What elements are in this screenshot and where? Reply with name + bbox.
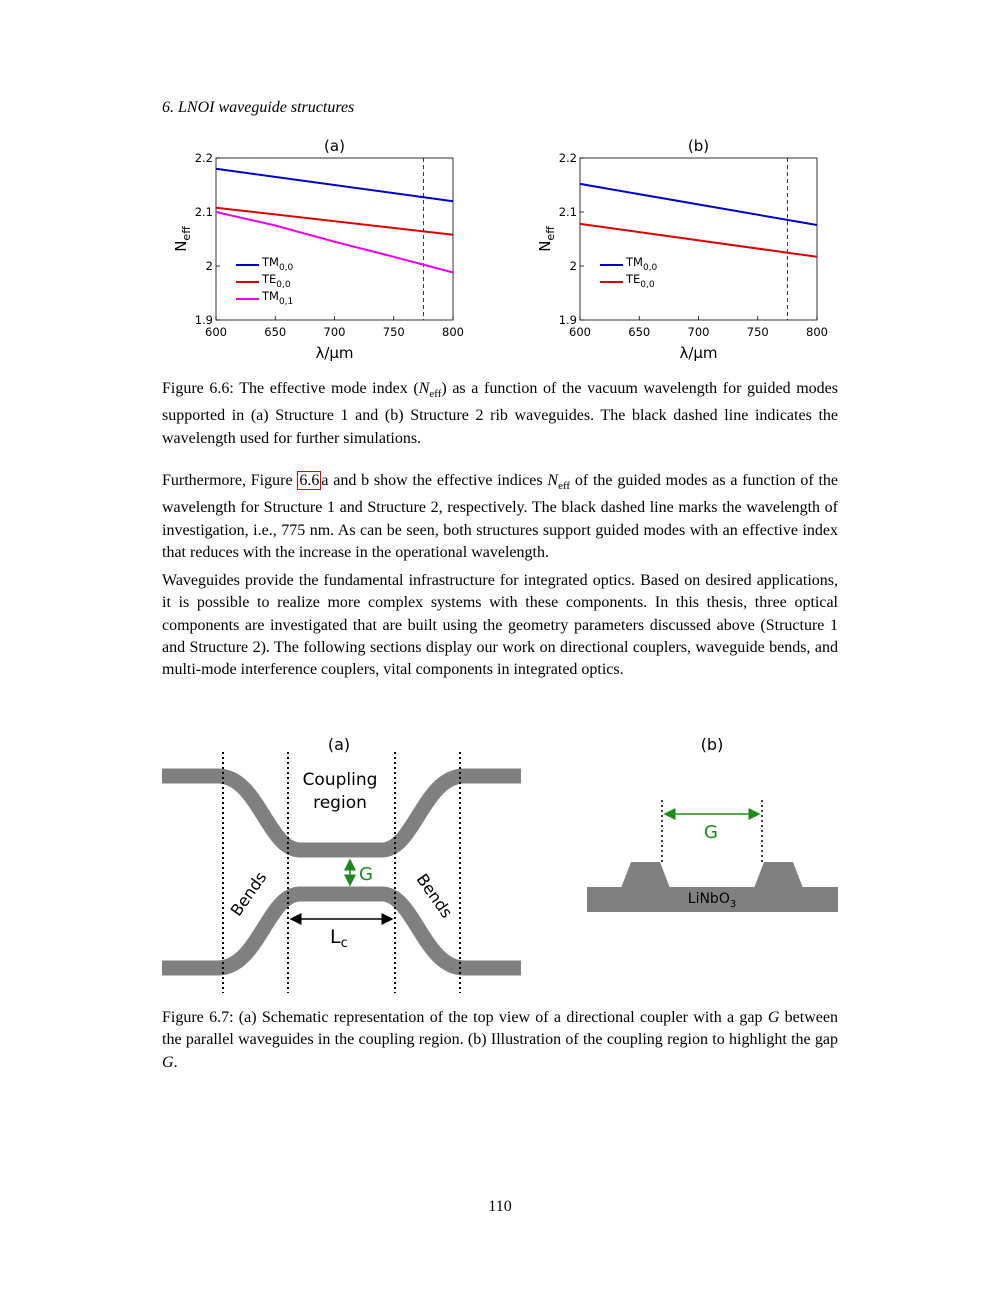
- legend-label-1: $TE_{0,0}$: [626, 272, 655, 290]
- running-header: 6. LNOI waveguide structures: [162, 99, 355, 116]
- y-tick-label: 2.1: [194, 205, 213, 219]
- x-tick-label: 600: [569, 325, 591, 339]
- y-tick-label: 2.1: [558, 205, 577, 219]
- bends-label-right: Bends: [412, 870, 457, 922]
- figure-6-7-caption: Figure 6.7: (a) Schematic representation of the top view of a directional coupler with a gap G between the parallel waveguides in the coupling region. (b) Illustration of the coupling region to highlight the gap G.: [162, 1009, 838, 1071]
- x-tick-label: 800: [442, 325, 464, 339]
- x-tick-label: 650: [264, 325, 287, 339]
- y-tick-label: 1.9: [558, 313, 577, 327]
- x-tick-label: 600: [205, 325, 227, 339]
- legend-label-1: $TE_{0,0}$: [262, 272, 291, 290]
- x-tick-label: 800: [806, 325, 828, 339]
- figure-reference-link[interactable]: 6.6: [299, 472, 320, 489]
- x-axis-label: λ/µm: [315, 344, 354, 362]
- paragraph-1: Furthermore, Figure 6.6 a and b show the effective indices $N_{eff}$ of the guided modes as a function of the wavelength for Structure 1 and Structure 2, respectively. The black dashed line marks the wavelength of investigation, i.e., 775 nm. As can be seen, both structures support guided modes with an effective index that reduces with the increase in the operational wavelength.: [162, 472, 839, 562]
- bends-label-left: Bends: [226, 868, 271, 920]
- coupling-length-label: $L_c$: [330, 926, 348, 951]
- y-tick-label: 2: [205, 259, 213, 273]
- x-tick-label: 750: [746, 325, 769, 339]
- y-tick-label: 2: [569, 259, 577, 273]
- gap-label: G: [359, 864, 373, 885]
- y-tick-label: 1.9: [194, 313, 213, 327]
- figure-6-6-caption: Figure 6.6: The effective mode index $(N_{eff})$ as a function of the vacuum wavelength for guided modes supported in (a) Structure 1 and (b) Structure 2 rib waveguides. The black dashed line indicates the wavelength used for further simulations.: [162, 380, 839, 447]
- page-number: 110: [488, 1198, 512, 1215]
- coupling-region-label-2: region: [313, 793, 367, 813]
- x-axis-label: λ/µm: [679, 344, 718, 362]
- gap-label-b: G: [704, 822, 718, 843]
- x-tick-label: 650: [628, 325, 651, 339]
- rib-waveguide-left: [621, 862, 670, 888]
- coupling-region-label: Coupling: [302, 770, 378, 790]
- substrate-label: LiNbO$_3$: [687, 891, 737, 910]
- rib-waveguide-right: [754, 862, 803, 888]
- y-tick-label: 2.2: [558, 151, 577, 165]
- chart-title: (a): [324, 137, 345, 155]
- y-axis-label: $N_{eff}$: [172, 226, 193, 252]
- x-tick-label: 700: [687, 325, 710, 339]
- x-tick-label: 750: [382, 325, 405, 339]
- figure-6-7-panel-a-label: (a): [327, 735, 351, 754]
- chart-title: (b): [687, 137, 710, 155]
- legend-label-0: $TM_{0,0}$: [262, 255, 294, 273]
- legend-label-2: $TM_{0,1}$: [262, 289, 294, 307]
- bottom-waveguide: [162, 894, 521, 968]
- y-axis-label: $N_{eff}$: [536, 226, 557, 252]
- figure-6-7-panel-b-label: (b): [700, 735, 724, 754]
- y-tick-label: 2.2: [194, 151, 213, 165]
- x-tick-label: 700: [323, 325, 346, 339]
- paragraph-2: Waveguides provide the fundamental infrastructure for integrated optics. Based on desired applications, it is possible to realize more complex systems with these components. In this thesis, three optical components are investigated that are built using the geometry parameters discussed above (Structure 1 and Structure 2). The following sections display our work on directional couplers, waveguide bends, and multi-mode interference couplers, vital components in integrated optics.: [162, 572, 838, 679]
- legend-label-0: $TM_{0,0}$: [626, 255, 658, 273]
